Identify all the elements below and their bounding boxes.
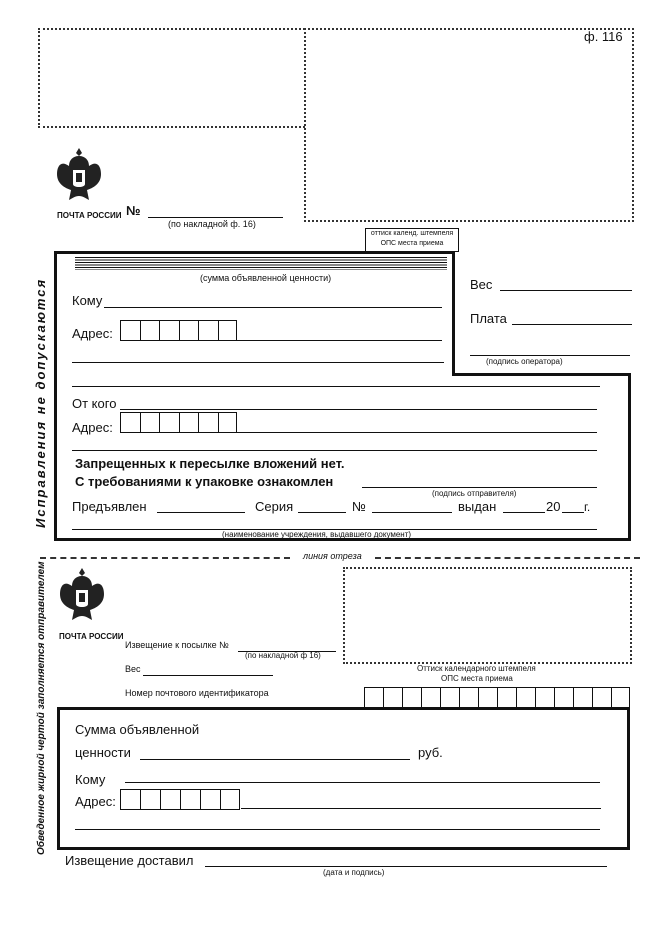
- doc-number-field[interactable]: [372, 512, 452, 513]
- bottom-logo-text: ПОЧТА РОССИИ: [59, 632, 124, 641]
- bottom-to-field[interactable]: [125, 782, 600, 783]
- to-label: Кому: [72, 293, 103, 308]
- top-stamp-area: [304, 28, 634, 222]
- fee-label: Плата: [470, 311, 507, 326]
- from-address-label: Адрес:: [72, 420, 113, 435]
- side-note: Исправления не допускаются: [33, 277, 48, 528]
- number-field[interactable]: [148, 217, 283, 218]
- declared-value-field[interactable]: [75, 257, 447, 270]
- to-address-line-3[interactable]: [72, 386, 600, 387]
- series-field[interactable]: [298, 512, 346, 513]
- logo-text: ПОЧТА РОССИИ: [57, 211, 122, 220]
- issued-label: выдан: [458, 499, 497, 514]
- presented-label: Предъявлен: [72, 499, 147, 514]
- operator-sign-field[interactable]: [470, 355, 630, 356]
- cut-line-right: [375, 557, 640, 559]
- cut-line-label: линия отреза: [303, 551, 362, 561]
- declared-value-label-1: Сумма объявленной: [75, 722, 200, 737]
- declared-value-caption: (сумма объявленной ценности): [200, 273, 332, 283]
- weight-field[interactable]: [500, 290, 632, 291]
- issued-field[interactable]: [503, 512, 545, 513]
- notice-caption: (по накладной ф 16): [245, 651, 321, 660]
- no-prohibited-text: Запрещенных к пересылке вложений нет.: [75, 456, 345, 471]
- stamp-caption-2: ОПС места приема: [441, 674, 513, 683]
- tracking-number-cells[interactable]: [364, 687, 630, 709]
- from-address-line-2[interactable]: [72, 450, 597, 451]
- delivered-label: Извещение доставил: [65, 853, 194, 868]
- bottom-weight-field[interactable]: [143, 675, 273, 676]
- address-label: Адрес:: [72, 326, 113, 341]
- eagle-emblem-icon: [55, 146, 103, 210]
- sender-sign-field[interactable]: [362, 487, 597, 488]
- bottom-to-label: Кому: [75, 772, 106, 787]
- bottom-declared-value-field[interactable]: [140, 759, 410, 760]
- bottom-weight-label: Вес: [125, 664, 141, 674]
- from-field[interactable]: [120, 409, 597, 410]
- weight-label: Вес: [470, 277, 493, 292]
- date-sign-caption: (дата и подпись): [323, 868, 385, 877]
- delivered-field[interactable]: [205, 866, 607, 867]
- from-address-field[interactable]: [237, 432, 597, 433]
- top-left-dotted-area: [38, 28, 305, 128]
- from-postcode-cells[interactable]: [120, 412, 237, 433]
- declared-value-label-2: ценности: [75, 745, 131, 760]
- packing-ack-text: С требованиями к упаковке ознакомлен: [75, 474, 334, 489]
- doc-number-label: №: [352, 499, 366, 514]
- to-postcode-cells[interactable]: [120, 320, 237, 341]
- stamp-caption: оттиск календ. штемпеля ОПС места приема: [365, 228, 459, 252]
- year-suffix: г.: [584, 500, 591, 514]
- tracking-label: Номер почтового идентификатора: [125, 688, 269, 698]
- bottom-address-label: Адрес:: [75, 794, 116, 809]
- to-field[interactable]: [104, 307, 442, 308]
- stamp-caption-1: Оттиск календарного штемпеля: [417, 664, 536, 673]
- to-address-line-2[interactable]: [72, 362, 444, 363]
- presented-field[interactable]: [157, 512, 245, 513]
- number-label: №: [126, 203, 141, 218]
- eagle-emblem-icon: [58, 566, 106, 630]
- operator-sign-caption: (подпись оператора): [486, 357, 563, 366]
- cut-line-left: [40, 557, 290, 559]
- fee-field[interactable]: [512, 324, 632, 325]
- number-caption: (по накладной ф. 16): [168, 219, 256, 229]
- notice-label: Извещение к посылке №: [125, 640, 229, 650]
- sender-sign-caption: (подпись отправителя): [432, 489, 517, 498]
- bottom-stamp-area: [343, 567, 632, 664]
- issuer-caption: (наименование учреждения, выдавшего документ): [222, 530, 412, 539]
- from-label: От кого: [72, 396, 117, 411]
- series-label: Серия: [255, 499, 294, 514]
- bottom-address-line-2[interactable]: [75, 829, 600, 830]
- bottom-address-field[interactable]: [241, 808, 601, 809]
- currency-label: руб.: [418, 745, 443, 760]
- form-code: ф. 116: [584, 29, 623, 44]
- bottom-side-note: Обведенное жирной чертой заполняется отправителем: [36, 561, 47, 855]
- to-address-field[interactable]: [237, 340, 442, 341]
- year-field[interactable]: [562, 512, 584, 513]
- year-label: 20: [546, 499, 561, 514]
- bottom-postcode-cells[interactable]: [120, 789, 240, 810]
